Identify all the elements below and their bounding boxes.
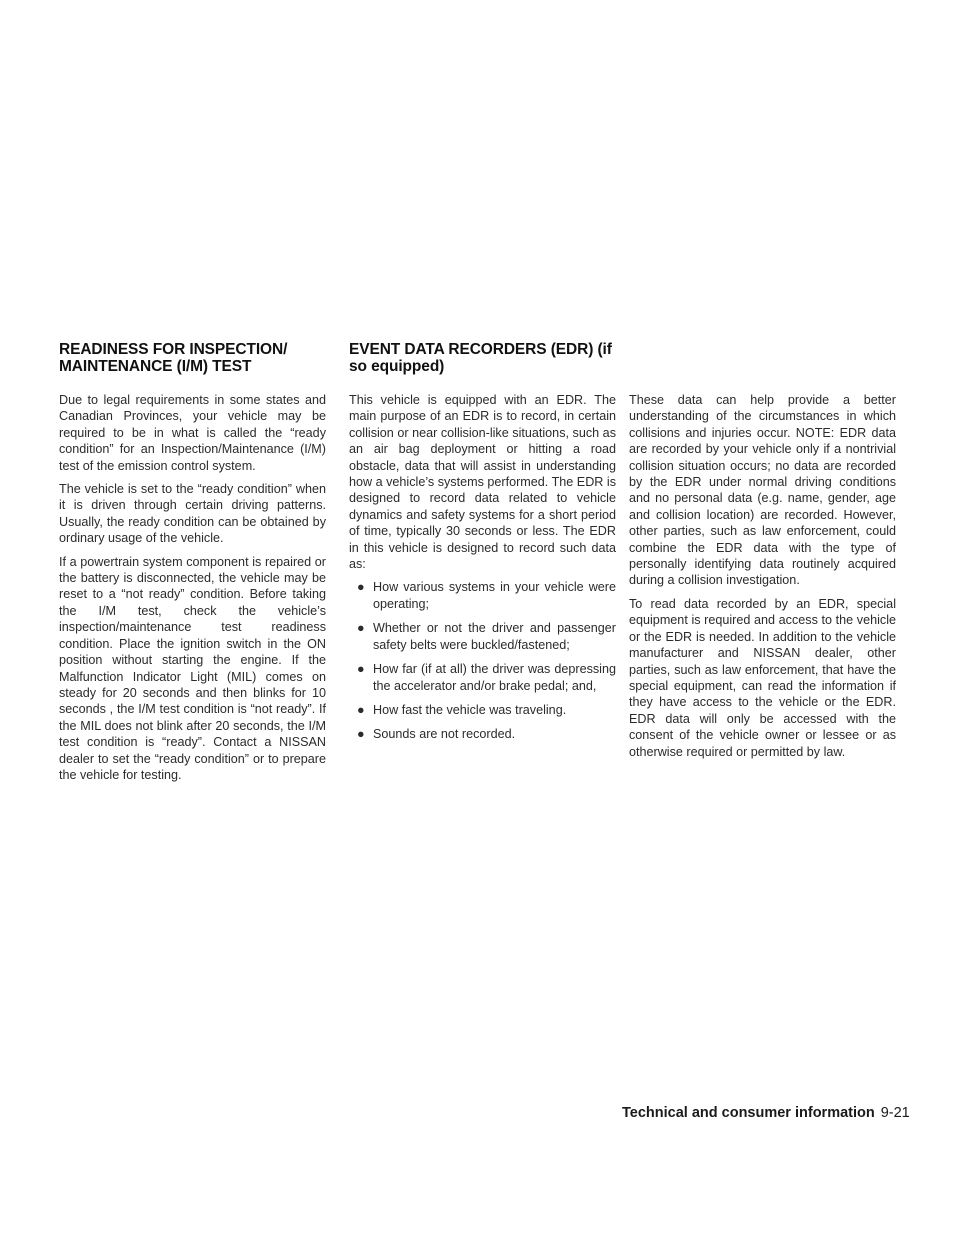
edr-data-list [349, 579, 616, 742]
bullet-icon: ● [357, 580, 365, 595]
list-item [349, 702, 616, 718]
edr-intro-paragraph: This vehicle is equipped with an EDR. The main purpose of an EDR is to record, in certain collision or near collision-like situations, such as an air bag deployment or hitting a road obstacle, data that will assist in understanding how a vehicle’s systems performed. The EDR is designed to record data related to vehicle dynamics and safety systems for a short period of time, typically 30 seconds or less. The EDR in this vehicle is designed to record such data as: [349, 393, 616, 572]
page-number: 9-21 [880, 1105, 910, 1121]
list-item [349, 726, 616, 742]
list-item [349, 620, 616, 653]
bullet-icon: ● [357, 727, 365, 742]
list-item-text: Sounds are not recorded. [373, 727, 516, 742]
readiness-heading-line-1: READINESS FOR INSPECTION/ [59, 341, 288, 358]
bullet-icon: ● [357, 662, 365, 677]
list-item-text: How various systems in your vehicle were operating; [373, 580, 616, 611]
readiness-paragraph: Due to legal requirements in some states and Canadian Provinces, your vehicle may be required to be in what is called the “ready condition” for an Inspection/Maintenance (I/M) test of the emission control system. [59, 393, 326, 473]
list-item-text: Whether or not the driver and passenger safety belts were buckled/fastened; [373, 621, 616, 652]
edr-heading [349, 342, 616, 375]
readiness-paragraph: The vehicle is set to the “ready condition” when it is driven through certain driving patterns. Usually, the ready condition can be obtained by ordinary usage of the vehicle. [59, 482, 326, 546]
heading-spacer [629, 342, 896, 392]
readiness-column [59, 342, 326, 790]
readiness-heading [59, 342, 326, 375]
list-item [349, 579, 616, 612]
edr-column [349, 342, 616, 751]
footer-section-title: Technical and consumer information [622, 1105, 875, 1121]
list-item-text: How far (if at all) the driver was depressing the accelerator and/or brake pedal; and, [373, 662, 616, 693]
bullet-icon: ● [357, 621, 365, 636]
edr-heading-line-2: so equipped) [349, 357, 445, 375]
readiness-paragraph: If a powertrain system component is repaired or the battery is disconnected, the vehicle may be reset to a “not ready” condition. Before taking the I/M test, check the vehicle’s inspection/maintenance test readiness condition. Place the ignition switch in the ON position without starting the engine. If the Malfunction Indicator Light (MIL) comes on steady for 20 seconds and then blinks for 10 seconds , the I/M test condition is “not ready”. If the MIL does not blink after 20 seconds, the I/M test condition is “ready”. Contact a NISSAN dealer to set the “ready condition” or to prepare the vehicle for testing. [59, 554, 326, 782]
readiness-heading-line-2: MAINTENANCE (I/M) TEST [59, 357, 252, 375]
edr-heading-line-1: EVENT DATA RECORDERS (EDR) (if [349, 341, 612, 358]
edr-paragraph: These data can help provide a better understanding of the circumstances in which collisions and injuries occur. NOTE: EDR data are recorded by your vehicle only if a nontrivial collision situation occurs; no data are recorded by the EDR under normal driving conditions and no personal data (e.g. name, gender, age and collision location) are recorded. However, other parties, such as law enforcement, could combine the EDR data with the type of personally identifying data routinely acquired during a collision investigation. [629, 393, 896, 588]
list-item-text: How fast the vehicle was traveling. [373, 702, 567, 717]
bullet-icon: ● [357, 702, 365, 717]
edr-continued-column [629, 342, 896, 767]
edr-paragraph: To read data recorded by an EDR, special equipment is required and access to the vehicle or the EDR is needed. In addition to the vehicle manufacturer and NISSAN dealer, other parties, such as law enforcement, that have the special equipment, can read the information if they have access to the vehicle or the EDR. EDR data will only be accessed with the consent of the vehicle owner or lessee or as otherwise required or permitted by law. [629, 596, 896, 759]
page-footer [622, 1104, 922, 1122]
list-item [349, 661, 616, 694]
